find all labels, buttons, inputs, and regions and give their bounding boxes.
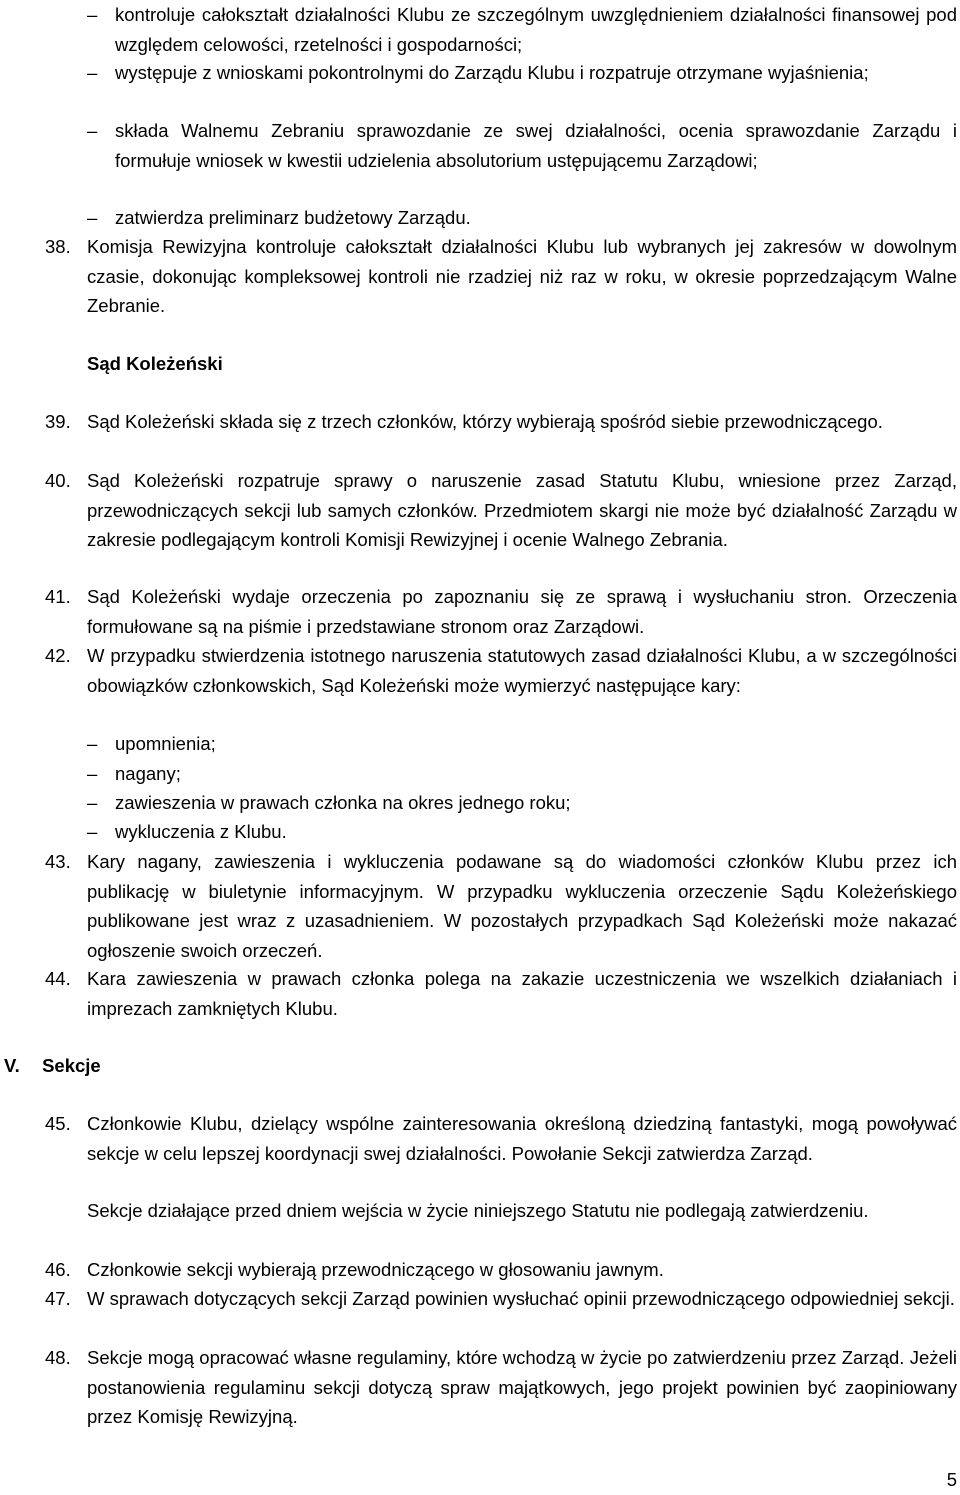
duty-text: składa Walnemu Zebraniu sprawozdanie ze swej działalności, ocenia sprawozdanie Zarządu i formułuje wniosek w kwestii udzielenia absolutorium ustępującemu Zarządowi; xyxy=(115,120,957,171)
paragraph-text: Kary nagany, zawieszenia i wykluczenia podawane są do wiadomości członków Klubu przez ich publikację w biuletynie informacyjnym. W przypadku wykluczenia orzeczenie Sądu Koleżeńskiego publikowane jest wraz z uzasadnieniem. W pozostałych przypadkach Sąd Koleżeński może nakazać ogłoszenie swoich orzeczeń. xyxy=(87,851,957,961)
paragraph-number: 39. xyxy=(45,411,71,432)
penalty-item xyxy=(87,788,957,818)
paragraph-39 xyxy=(45,407,957,437)
paragraph-text: Członkowie sekcji wybierają przewodniczącego w głosowaniu jawnym. xyxy=(87,1259,664,1280)
dash-marker: – xyxy=(87,733,98,754)
paragraph-number: 47. xyxy=(45,1288,71,1309)
paragraph-46 xyxy=(45,1255,957,1285)
duty-text: zatwierdza preliminarz budżetowy Zarządu. xyxy=(115,207,471,228)
dash-marker: – xyxy=(87,120,98,141)
penalty-text: upomnienia; xyxy=(115,733,216,754)
duty-item xyxy=(87,58,957,88)
paragraph-text: W sprawach dotyczących sekcji Zarząd powinien wysłuchać opinii przewodniczącego odpowiedniej sekcji. xyxy=(87,1288,955,1309)
dash-marker: – xyxy=(87,821,98,842)
section-heading-v xyxy=(4,1051,101,1081)
duty-text: występuje z wnioskami pokontrolnymi do Zarządu Klubu i rozpatruje otrzymane wyjaśnienia; xyxy=(115,62,869,83)
dash-marker: – xyxy=(87,792,98,813)
dash-marker: – xyxy=(87,4,98,25)
duty-item xyxy=(87,0,957,59)
paragraph-43 xyxy=(45,847,957,965)
paragraph-number: 46. xyxy=(45,1259,71,1280)
paragraph-number: 45. xyxy=(45,1113,71,1134)
paragraph-44 xyxy=(45,964,957,1023)
paragraph-text: Komisja Rewizyjna kontroluje całokształt działalności Klubu lub wybranych jej zakresów w dowolnym czasie, dokonując kompleksowej kontroli nie rzadziej niż raz w roku, w okresie poprzedzającym Walne Zebranie. xyxy=(87,236,957,316)
paragraph-number: 42. xyxy=(45,645,71,666)
paragraph-text: Sekcje mogą opracować własne regulaminy, które wchodzą w życie po zatwierdzeniu przez Zarząd. Jeżeli postanowienia regulaminu sekcji dotyczą spraw majątkowych, jego projekt powinien być zaopiniowany przez Komisję Rewizyjną. xyxy=(87,1347,957,1427)
paragraph-number: 43. xyxy=(45,851,71,872)
penalty-text: zawieszenia w prawach członka na okres jednego roku; xyxy=(115,792,571,813)
paragraph-number: 38. xyxy=(45,236,71,257)
section-number: V. xyxy=(4,1055,20,1076)
penalty-item xyxy=(87,817,957,847)
penalty-text: nagany; xyxy=(115,763,181,784)
penalty-item xyxy=(87,729,957,759)
duty-text: kontroluje całokształt działalności Klubu ze szczególnym uwzględnieniem działalności finansowej pod względem celowości, rzetelności i gospodarności; xyxy=(115,4,957,55)
paragraph-text: Sąd Koleżeński składa się z trzech członków, którzy wybierają spośród siebie przewodniczącego. xyxy=(87,411,883,432)
dash-marker: – xyxy=(87,207,98,228)
paragraph-42 xyxy=(45,641,957,700)
paragraph-text: Sąd Koleżeński rozpatruje sprawy o naruszenie zasad Statutu Klubu, wniesione przez Zarząd, przewodniczących sekcji lub samych członków. Przedmiotem skargi nie może być działalność Zarządu w zakresie podlegającym kontroli Komisji Rewizyjnej i ocenie Walnego Zebrania. xyxy=(87,470,957,550)
section-heading-court: Sąd Koleżeński xyxy=(87,353,223,374)
paragraph-45-continuation: Sekcje działające przed dniem wejścia w życie niniejszego Statutu nie podlegają zatwierdzeniu. xyxy=(87,1200,869,1221)
page-number: 5 xyxy=(946,1469,957,1490)
dash-marker: – xyxy=(87,763,98,784)
paragraph-45 xyxy=(45,1109,957,1168)
paragraph-40 xyxy=(45,466,957,555)
paragraph-41 xyxy=(45,582,957,641)
penalty-text: wykluczenia z Klubu. xyxy=(115,821,287,842)
dash-marker: – xyxy=(87,62,98,83)
paragraph-text: Kara zawieszenia w prawach członka polega na zakazie uczestniczenia we wszelkich działaniach i imprezach zamkniętych Klubu. xyxy=(87,968,957,1019)
penalty-item xyxy=(87,759,957,789)
duty-item xyxy=(87,116,957,175)
paragraph-number: 40. xyxy=(45,470,71,491)
paragraph-47 xyxy=(45,1284,957,1314)
paragraph-48 xyxy=(45,1343,957,1432)
paragraph-text: Sąd Koleżeński wydaje orzeczenia po zapoznaniu się ze sprawą i wysłuchaniu stron. Orzeczenia formułowane są na piśmie i przedstawiane stronom oraz Zarządowi. xyxy=(87,586,957,637)
paragraph-number: 44. xyxy=(45,968,71,989)
paragraph-number: 41. xyxy=(45,586,71,607)
paragraph-text: Członkowie Klubu, dzielący wspólne zainteresowania określoną dziedziną fantastyki, mogą powoływać sekcje w celu lepszej koordynacji swej działalności. Powołanie Sekcji zatwierdza Zarząd. xyxy=(87,1113,957,1164)
paragraph-text: W przypadku stwierdzenia istotnego naruszenia statutowych zasad działalności Klubu, a w szczególności obowiązków członkowskich, Sąd Koleżeński może wymierzyć następujące kary: xyxy=(87,645,957,696)
paragraph-38 xyxy=(45,232,957,321)
duty-item xyxy=(87,203,957,233)
section-title: Sekcje xyxy=(42,1055,101,1076)
paragraph-number: 48. xyxy=(45,1347,71,1368)
